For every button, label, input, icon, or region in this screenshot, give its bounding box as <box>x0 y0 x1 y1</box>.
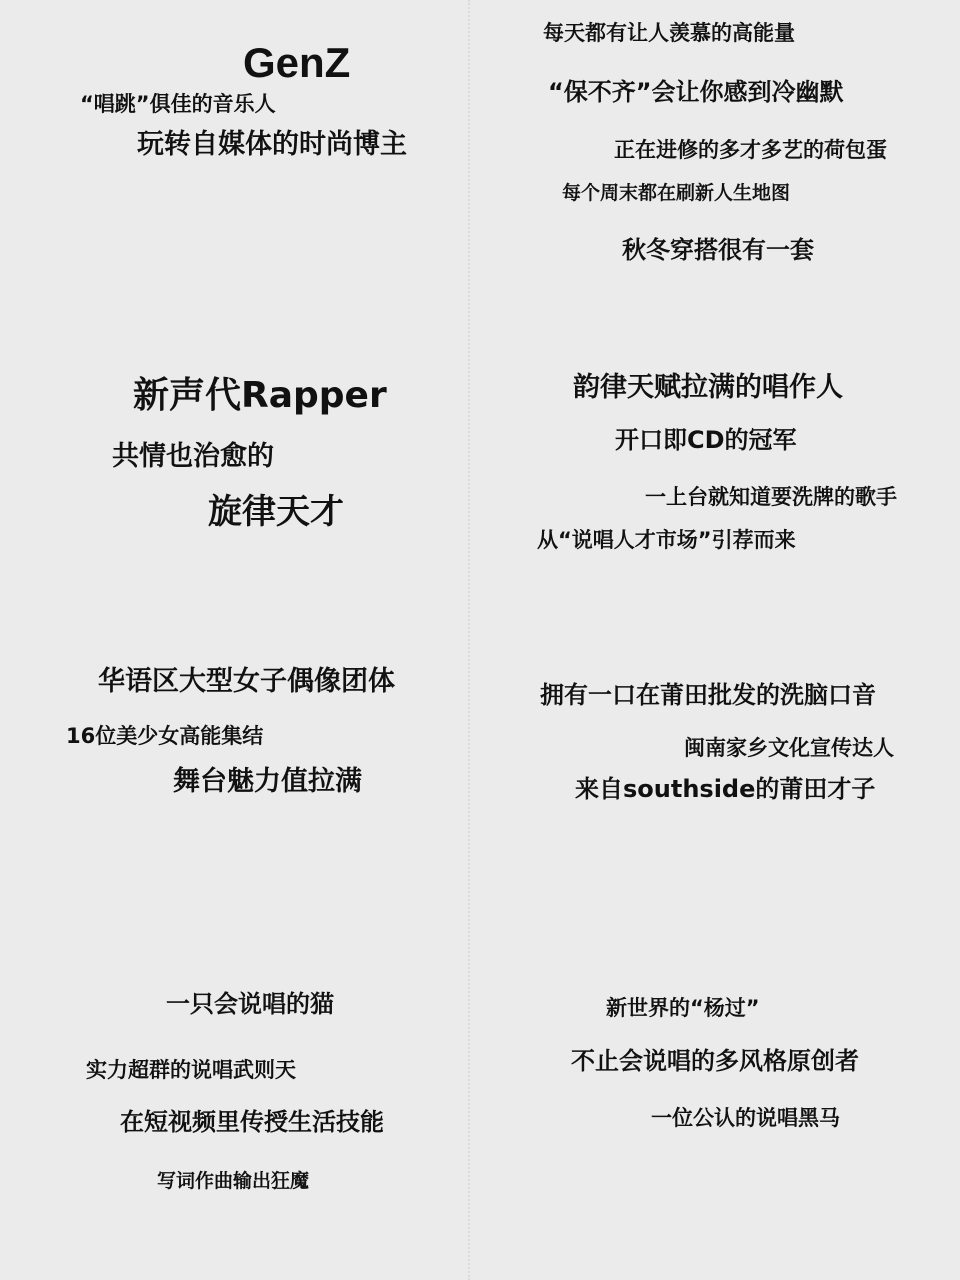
panel-title: 新声代Rapper <box>133 375 387 416</box>
phrase: 闽南家乡文化宣传达人 <box>684 736 894 760</box>
phrase: 实力超群的说唱武则天 <box>86 1058 296 1082</box>
phrase: 每个周末都在刷新人生地图 <box>562 182 791 204</box>
phrase: 新世界的“杨过” <box>606 996 760 1020</box>
phrase: 一上台就知道要洗牌的歌手 <box>645 485 897 509</box>
phrase: “唱跳”俱佳的音乐人 <box>80 92 276 116</box>
panel-title: GenZ <box>243 39 351 86</box>
phrase: 不止会说唱的多风格原创者 <box>571 1047 859 1075</box>
phrase: 16位美少女高能集结 <box>66 724 264 748</box>
phrase: “保不齐”会让你感到冷幽默 <box>548 78 844 106</box>
phrase: 开口即CD的冠军 <box>615 426 797 454</box>
phrase: 来自southside的莆田才子 <box>575 775 876 803</box>
phrase: 秋冬穿搭很有一套 <box>622 236 814 264</box>
phrase: 从“说唱人才市场”引荐而来 <box>537 528 796 552</box>
phrase: 每天都有让人羡慕的高能量 <box>543 21 795 45</box>
phrase: 在短视频里传授生活技能 <box>120 1108 384 1136</box>
phrase: 舞台魅力值拉满 <box>173 766 362 797</box>
phrase: 华语区大型女子偶像团体 <box>98 666 395 697</box>
phrase: 玩转自媒体的时尚博主 <box>137 129 407 160</box>
center-divider <box>468 0 470 1280</box>
phrase: 正在进修的多才多艺的荷包蛋 <box>614 138 887 162</box>
phrase: 韵律天赋拉满的唱作人 <box>573 372 843 403</box>
phrase: 共情也治愈的 <box>112 441 274 472</box>
phrase: 一位公认的说唱黑马 <box>651 1106 840 1130</box>
phrase: 写词作曲输出狂魔 <box>157 1170 310 1192</box>
phrase: 拥有一口在莆田批发的洗脑口音 <box>540 681 876 709</box>
phrase: 一只会说唱的猫 <box>166 990 334 1018</box>
phrase: 旋律天才 <box>208 492 344 532</box>
